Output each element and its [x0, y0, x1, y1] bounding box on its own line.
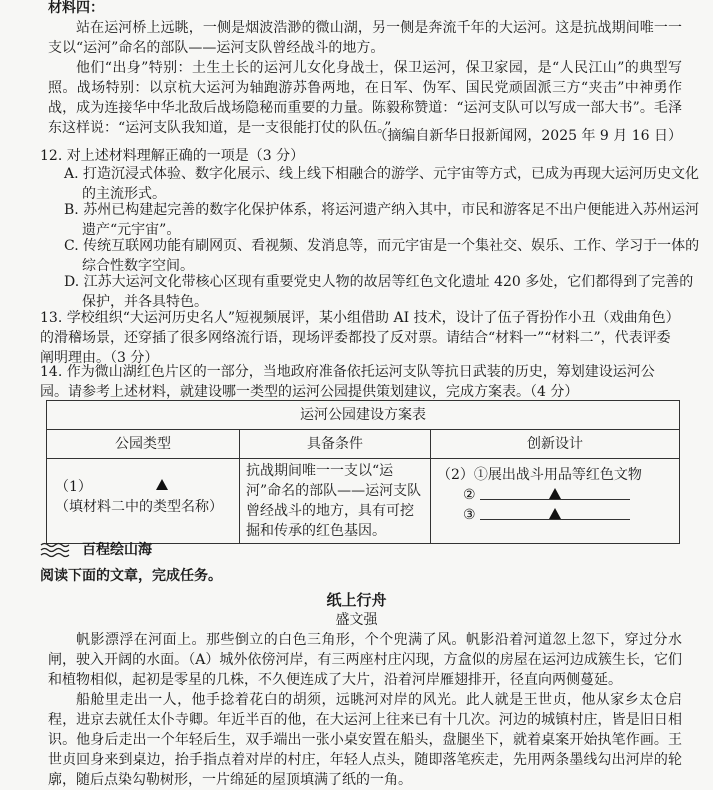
question-12-option-a: A. 打造沉浸式体验、数字化展示、线上线下相融合的游学、元宇宙等方式，已成为再现大运河历史文化的主流形式。: [64, 166, 700, 202]
innovation-item-2-number: ②: [463, 487, 476, 503]
innovation-item-2-blank[interactable]: [480, 483, 630, 500]
answer-blank-triangle-icon: [549, 508, 561, 519]
material4-heading: 材料四：: [48, 0, 104, 16]
article-author: 盛文强: [335, 612, 378, 628]
question-12-stem: 12. 对上述材料理解正确的一项是（3 分）: [40, 148, 305, 164]
question-13: 13. 学校组织“大运河历史名人”短视频展评，某小组借助 AI 技术，设计了伍子胥扮作小丑（戏曲角色）的滑稽场景，还穿插了很多网络流行语，现场评委都投了反对票。请结合“材料一”“材料二”，代表评委阐明理由。（3 分）: [40, 310, 680, 366]
article-title: 纸上行舟: [326, 591, 387, 609]
innovation-item-1: （2）①展出战斗用品等红色文物: [437, 467, 642, 483]
table-caption: 运河公园建设方案表: [47, 401, 680, 430]
article-paragraph-1: 帆影漂浮在河面上。那些倒立的白色三角形，个个兜满了风。帆影沿着河道忽上忽下，穿过分水闸，驶入开阔的水面。（A）城外依傍河岸，有三两座村庄闪现，方盒似的房屋在运河边成簇生长，它们和植物相似，起初是零星的几株，不久便连成了大片，沿着河岸雁翅排开，径直向两侧蔓延。: [48, 632, 682, 688]
answer-number-1: （1）: [55, 479, 92, 495]
answer-blank-triangle-icon: [156, 479, 168, 490]
cell-innovation[interactable]: [431, 459, 680, 544]
question-12-option-d: D. 江苏大运河文化带核心区现有重要党史人物的故居等红色文化遗址 420 多处，它们都得到了完善的保护，并各具特色。: [64, 274, 694, 310]
section-title: 百程绘山海: [82, 542, 152, 558]
section-header: [40, 540, 152, 560]
answer-blank-triangle-icon: [549, 488, 561, 499]
article-paragraph-2: 船舱里走出一人，他手捻着花白的胡须，远眺河对岸的风光。此人就是王世贞，他从家乡太仓启程，进京去就任太仆寺卿。年近半百的他，在大运河上往来已有十几次。河边的城镇村庄，皆是旧日相识。他身后走出一个年轻后生，双手端出一张小桌安置在船头，盘腿坐下，就着桌案开始执笔作画。王世贞回身来到桌边，抬手指点着对岸的村庄，年轻人点头，随即落笔疾走，先用两条墨线勾出河岸的轮廓，随后点染勾勒树形，一片绵延的屋顶填满了纸的一角。: [48, 692, 682, 788]
innovation-item-3-number: ③: [463, 507, 476, 523]
reading-instruction: 阅读下面的文章，完成任务。: [40, 568, 222, 584]
question-12-option-b: B. 苏州已构建起完善的数字化保护体系，将运河遗产纳入其中，市民和游客足不出户便能进入苏州运河遗产“元宇宙”。: [64, 202, 700, 238]
park-plan-table: [46, 400, 680, 544]
question-14: 14. 作为微山湖红色片区的一部分，当地政府准备依托运河支队等抗日武装的历史，筹划建设运河公园。请参考上述材料，就建设哪一类型的运河公园提供策划建议，完成方案表。（4 分）: [40, 364, 655, 400]
park-type-note: （填材料二中的类型名称）: [55, 499, 223, 515]
material4-paragraph-1: 站在运河桥上远眺，一侧是烟波浩渺的微山湖，另一侧是奔流千年的大运河。这是抗战期间唯一一支以“运河”命名的部队——运河支队曾经战斗的地方。: [48, 20, 682, 56]
cell-conditions: 抗战期间唯一一支以“运河”命名的部队——运河支队曾经战斗的地方，具有可挖掘和传承的红色基因。: [240, 459, 431, 544]
column-header-innovation: 创新设计: [431, 430, 680, 459]
waves-icon: [40, 541, 70, 559]
material4-source: （摘编自新华日报新闻网，2025 年 9 月 16 日）: [373, 128, 682, 144]
question-12-option-c: C. 传统互联网功能有刷网页、看视频、发消息等，而元宇宙是一个集社交、娱乐、工作、学习于一体的综合性数字空间。: [64, 238, 700, 274]
innovation-item-3-blank[interactable]: [480, 503, 630, 520]
cell-park-type[interactable]: [47, 459, 240, 544]
column-header-park-type: 公园类型: [47, 430, 240, 459]
material4-paragraph-2: 他们“出身”特别：土生土长的运河儿女化身战士，保卫运河，保卫家园，是“人民江山”的典型写照。战场特别：以京杭大运河为轴跑游苏鲁两地，在日军、伪军、国民党顽固派三方“夹击”中神勇作战，成为连接华中华北敌后战场隐秘而重要的力量。陈毅称赞道：“运河支队可以写成一部大书”。毛泽东这样说：“运河支队我知道，是一支很能打仗的队伍。”: [48, 60, 682, 136]
column-header-conditions: 具备条件: [240, 430, 431, 459]
